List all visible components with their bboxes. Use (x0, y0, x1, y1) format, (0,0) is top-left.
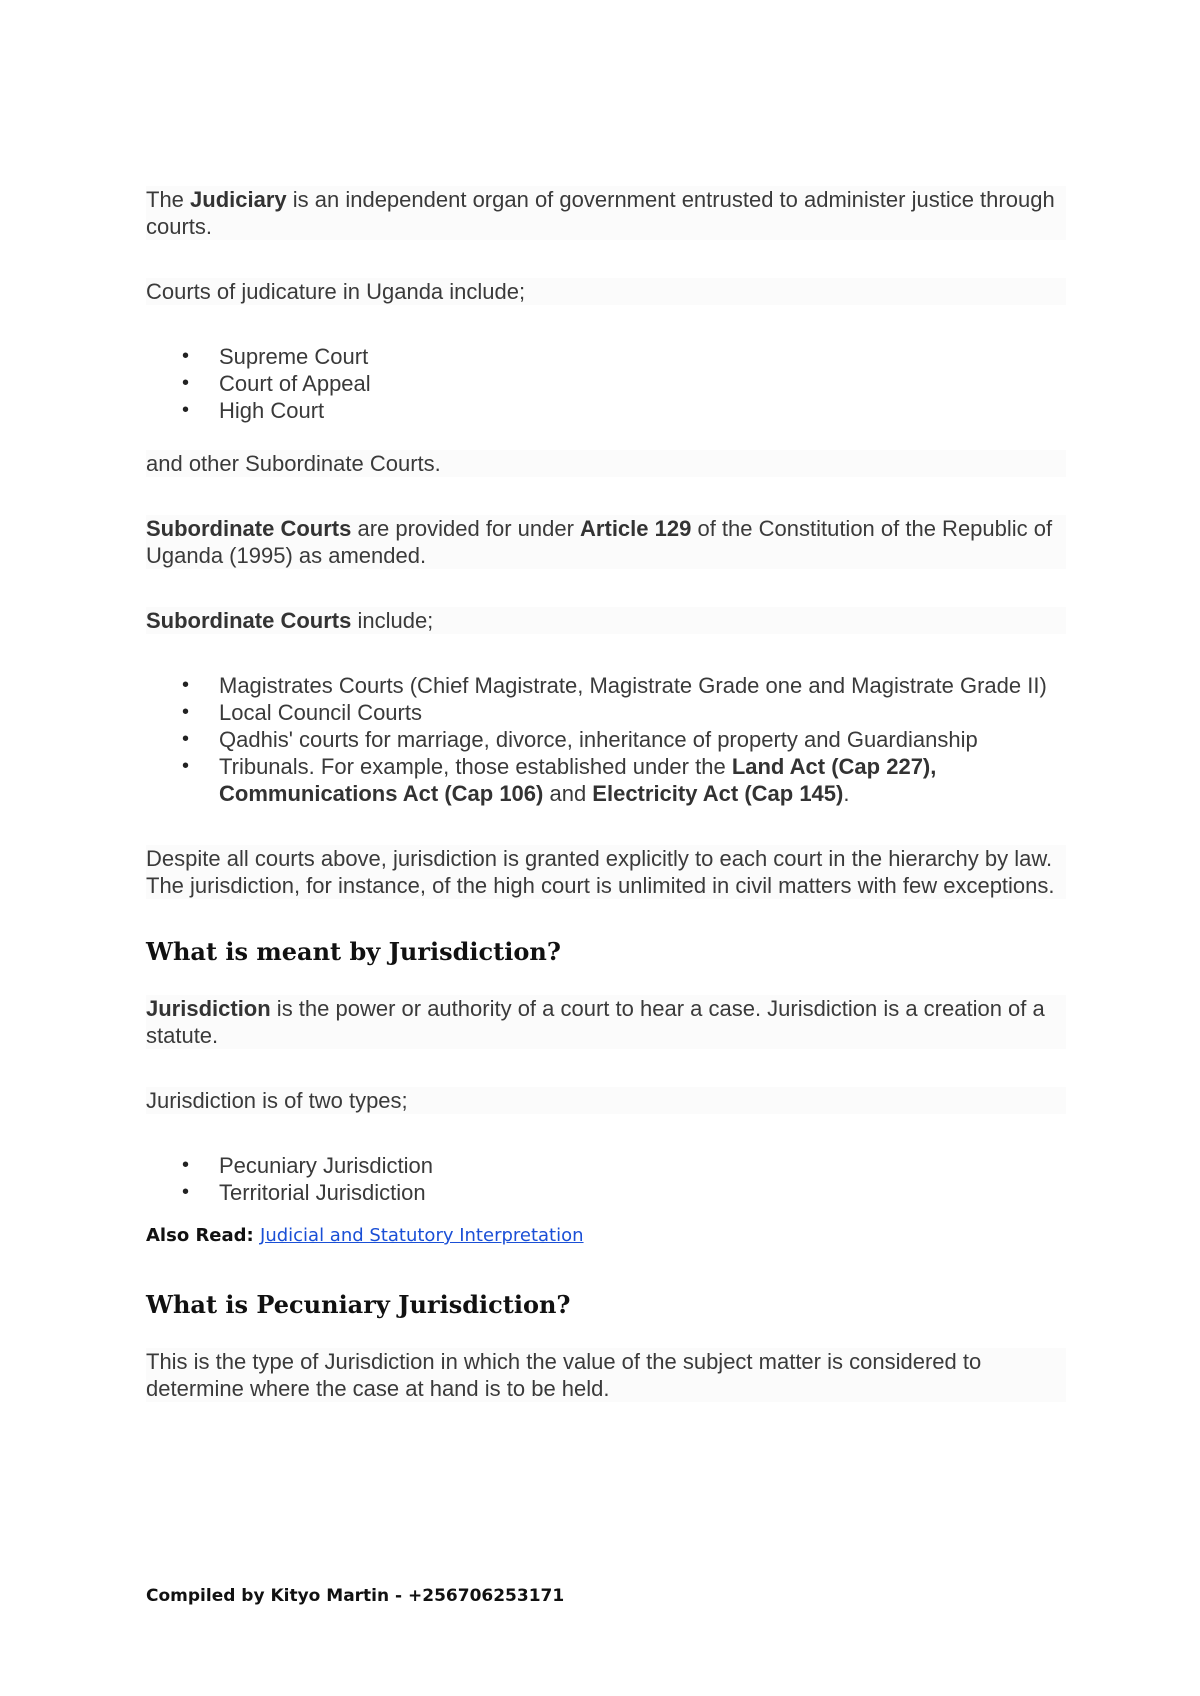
list-item: • Supreme Court (146, 343, 1066, 370)
tribunals-end: . (843, 781, 850, 806)
types-intro-paragraph (146, 1087, 1066, 1114)
types-intro: Jurisdiction is of two types; (146, 1088, 408, 1113)
article-129-bold: Article 129 (580, 516, 692, 541)
also-read-label: Also Read: (146, 1225, 261, 1246)
intro-bold-judiciary: Judiciary (190, 187, 287, 212)
jurisdiction-bold: Jurisdiction (146, 996, 271, 1021)
list-item-tribunals (146, 753, 1066, 807)
list-item-magistrates: • Magistrates Courts (Chief Magistrate, Magistrate Grade one and Magistrate Grade II) (146, 672, 1066, 699)
pecuniary-def-paragraph (146, 1348, 1066, 1402)
footer-credit: Compiled by Kityo Martin - +256706253171 (146, 1586, 565, 1606)
land-act-bold: Land Act (Cap 227), Communications Act (Cap 106) (219, 754, 937, 806)
subordinate-intro-paragraph (146, 607, 1066, 634)
intro-suffix: is an independent organ of government entrusted to administer justice through courts. (146, 187, 1055, 239)
also-read-link[interactable]: Judicial and Statutory Interpretation (260, 1225, 584, 1246)
courts-list (146, 343, 1066, 424)
list-item-qadhis: • Qadhis' courts for marriage, divorce, inheritance of property and Guardianship (146, 726, 1066, 753)
document-body (146, 186, 1066, 1402)
tribunals-text: Tribunals. For example, those established under the (219, 754, 732, 779)
list-item: • Pecuniary Jurisdiction (146, 1152, 1066, 1179)
courts-outro: and other Subordinate Courts. (146, 451, 441, 476)
list-item: • High Court (146, 397, 1066, 424)
pecuniary-def: This is the type of Jurisdiction in which the value of the subject matter is considered to determine where the case at hand is to be held. (146, 1349, 982, 1401)
subordinate-intro-bold: Subordinate Courts (146, 608, 352, 633)
subordinate-intro-text: include; (351, 608, 434, 633)
heading-jurisdiction: What is meant by Jurisdiction? (146, 937, 561, 966)
list-item: • Territorial Jurisdiction (146, 1179, 1066, 1206)
jurisdiction-note-paragraph (146, 845, 1066, 899)
subordinate-provision-paragraph (146, 515, 1066, 569)
types-list (146, 1152, 1066, 1206)
jurisdiction-note: Despite all courts above, jurisdiction is granted explicitly to each court in the hierarchy by law. The jurisdiction, for instance, of the high court is unlimited in civil matters with few exceptions. (146, 846, 1055, 898)
courts-intro-paragraph (146, 278, 1066, 305)
courts-intro: Courts of judicature in Uganda include; (146, 279, 526, 304)
heading-pecuniary: What is Pecuniary Jurisdiction? (146, 1290, 571, 1319)
list-item-local-council: • Local Council Courts (146, 699, 1066, 726)
provision-text-2: of the Constitution of the Republic of Uganda (1995) as amended. (146, 516, 1053, 568)
courts-outro-paragraph (146, 450, 1066, 477)
jurisdiction-def-paragraph (146, 995, 1066, 1049)
electricity-act-bold: Electricity Act (Cap 145) (592, 781, 844, 806)
and-text: and (543, 781, 593, 806)
jurisdiction-def-text: is the power or authority of a court to hear a case. Jurisdiction is a creation of a statute. (146, 996, 1045, 1048)
also-read (146, 1224, 1066, 1248)
subordinate-courts-bold: Subordinate Courts (146, 516, 352, 541)
intro-prefix: The (146, 187, 191, 212)
provision-text-1: are provided for under (351, 516, 581, 541)
subordinate-courts-list (146, 672, 1066, 807)
list-item: • Court of Appeal (146, 370, 1066, 397)
intro-paragraph (146, 186, 1066, 240)
